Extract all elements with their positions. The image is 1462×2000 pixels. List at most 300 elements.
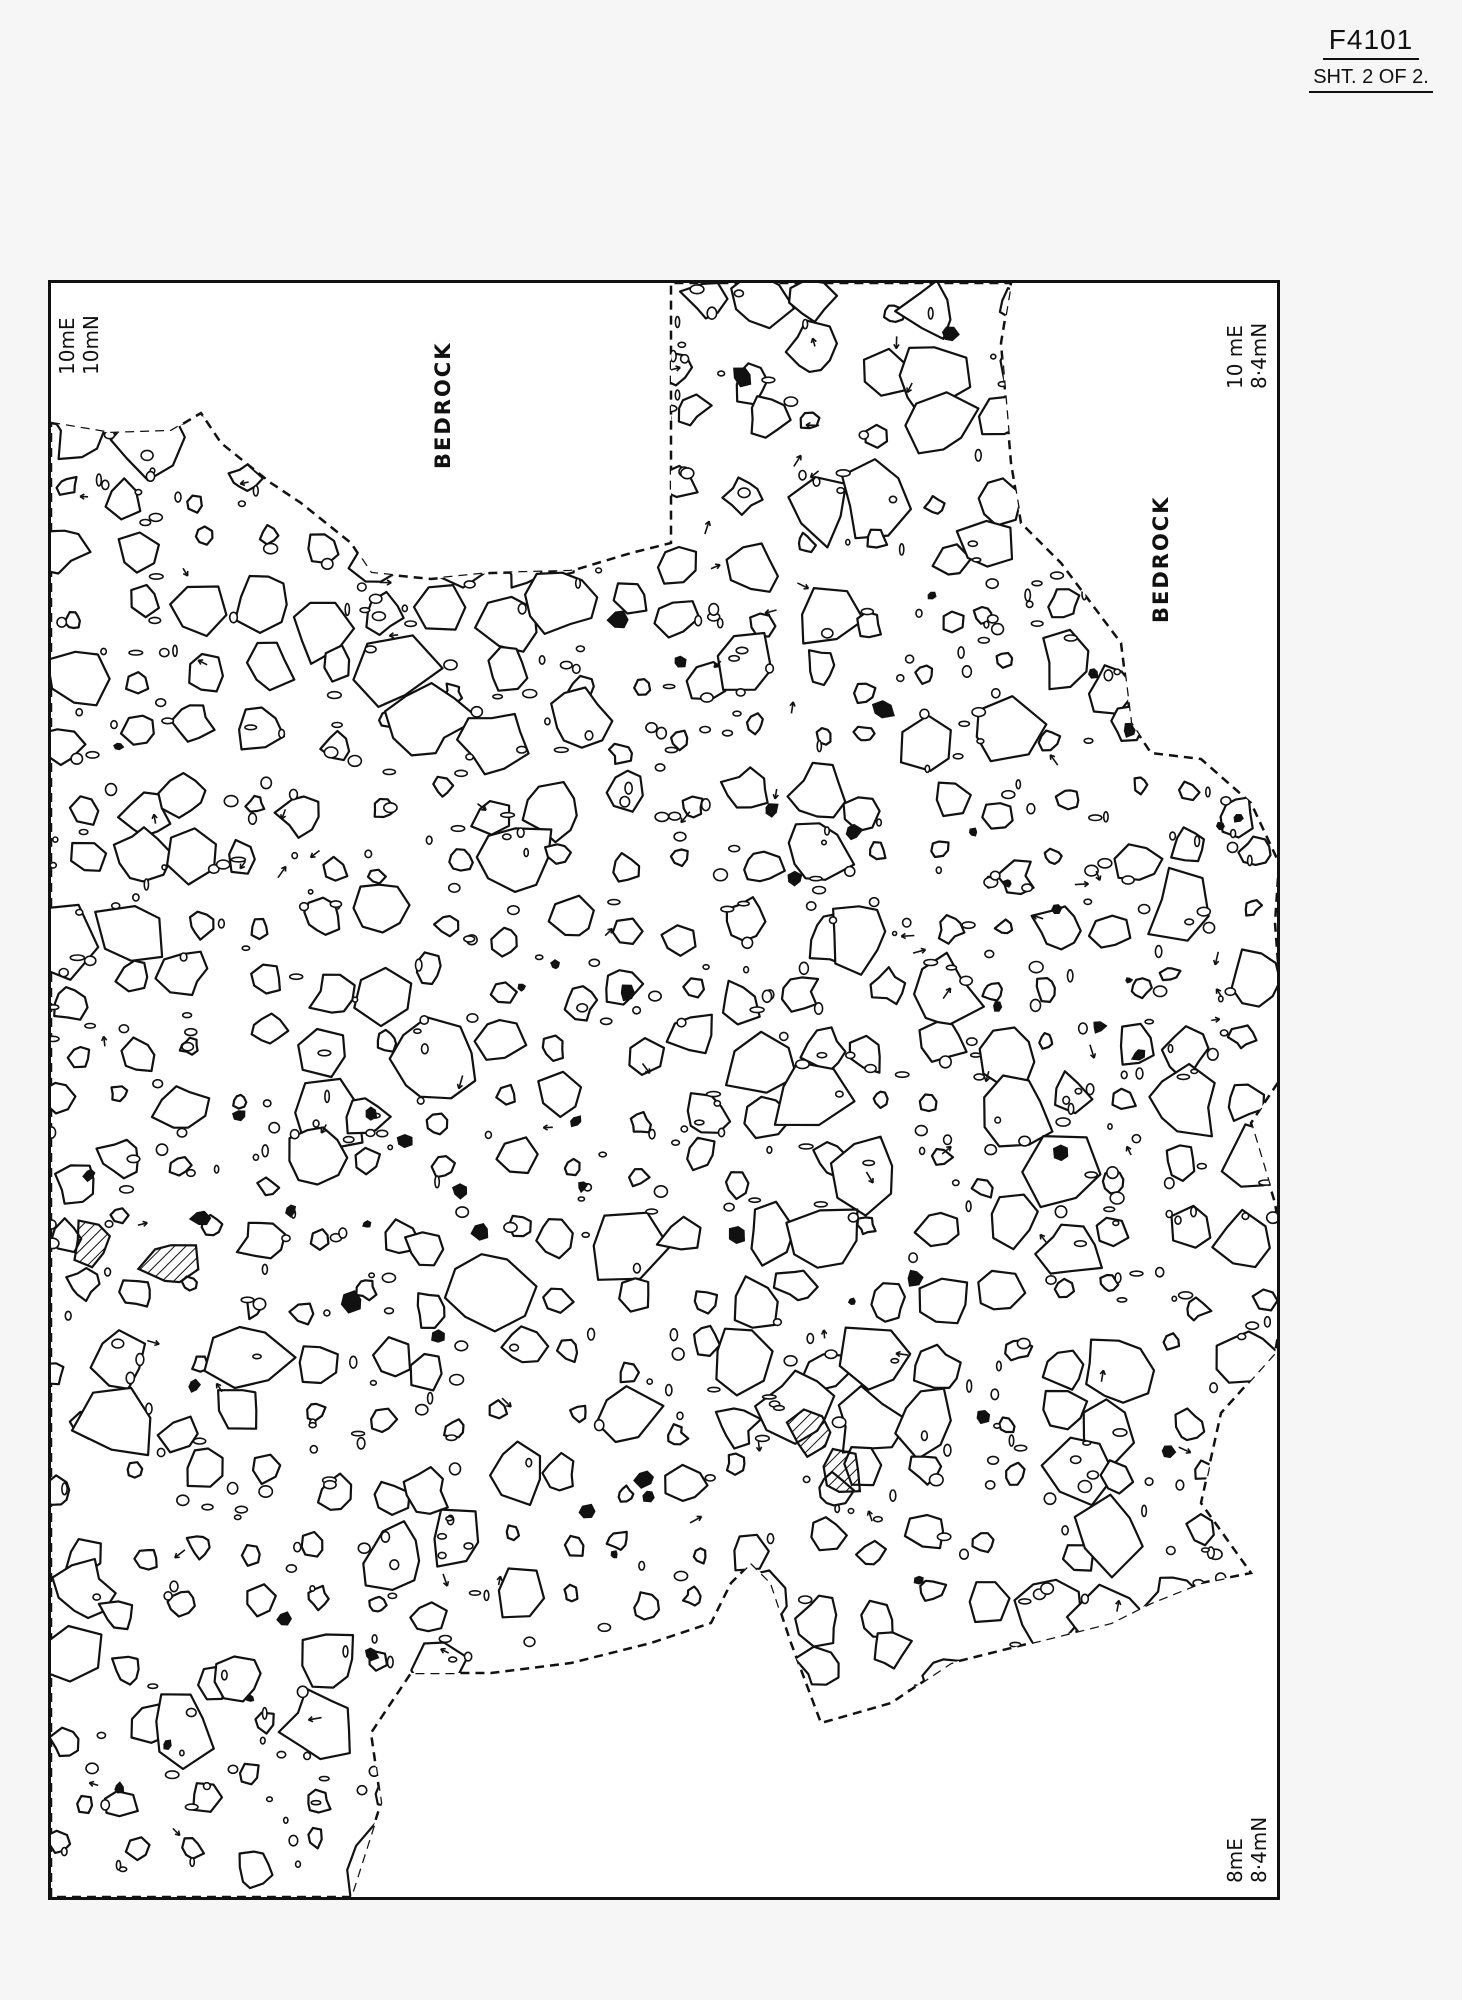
pebble	[304, 1752, 311, 1759]
pebble	[366, 1130, 375, 1137]
stone	[1213, 1702, 1245, 1732]
stone	[1086, 1340, 1154, 1403]
dark-inclusion	[188, 1379, 201, 1393]
stone	[875, 1632, 912, 1668]
pebble	[654, 1186, 667, 1197]
pebble	[744, 967, 749, 973]
pebble	[105, 1268, 111, 1276]
pebble	[1167, 1547, 1176, 1555]
stone	[1253, 1290, 1277, 1311]
pebble	[585, 731, 593, 740]
stone	[1246, 676, 1277, 713]
pebble	[162, 865, 166, 870]
pebble	[180, 953, 187, 961]
pebble	[997, 1361, 1002, 1370]
pebble	[253, 1354, 261, 1358]
pebble	[1075, 1241, 1087, 1247]
pebble	[144, 879, 148, 890]
pebble	[513, 1862, 523, 1871]
pebble	[383, 769, 395, 774]
dark-inclusion	[761, 1631, 778, 1647]
pebble	[729, 846, 740, 852]
stone	[309, 975, 354, 1013]
dark-inclusion	[942, 327, 960, 342]
dark-inclusion	[189, 1211, 212, 1225]
orientation-arrow	[1216, 989, 1220, 996]
pebble	[375, 336, 380, 343]
stone	[1086, 293, 1130, 352]
pebble	[1219, 996, 1223, 1002]
pebble	[231, 857, 245, 862]
pebble	[753, 1773, 764, 1783]
pebble	[446, 1435, 457, 1440]
pebble	[1015, 1445, 1027, 1451]
pebble	[290, 1130, 299, 1139]
pebble	[1132, 1135, 1140, 1143]
stone	[1095, 1645, 1165, 1713]
pebble	[1203, 1586, 1212, 1595]
pebble	[129, 650, 143, 655]
stone	[324, 414, 341, 430]
pebble	[1265, 1117, 1274, 1126]
pebble	[903, 918, 911, 927]
stone	[188, 1449, 223, 1487]
stone	[982, 803, 1012, 828]
stone	[128, 1462, 143, 1477]
pebble	[597, 1690, 607, 1696]
pebble	[85, 956, 96, 965]
pebble	[300, 903, 309, 911]
pebble	[187, 1170, 195, 1177]
stone	[205, 1327, 296, 1388]
dark-inclusion	[717, 1648, 739, 1663]
pebble	[767, 1147, 772, 1154]
pebble	[202, 1504, 213, 1510]
stone	[189, 654, 223, 691]
stone	[1001, 348, 1040, 388]
pebble	[324, 747, 337, 758]
dark-inclusion	[969, 828, 977, 837]
stone	[871, 967, 906, 1004]
pebble	[526, 1459, 532, 1467]
pebble	[1249, 1777, 1260, 1782]
pebble	[1260, 1500, 1269, 1508]
pebble	[923, 1773, 927, 1782]
pebble	[1122, 876, 1134, 884]
stone	[531, 1759, 615, 1830]
stone	[1043, 1391, 1087, 1429]
pebble	[625, 782, 632, 794]
stone	[308, 534, 338, 563]
stone	[1188, 1713, 1210, 1734]
pebble	[991, 354, 996, 359]
stone	[300, 1346, 338, 1383]
pebble	[1002, 791, 1015, 799]
pebble	[736, 689, 745, 696]
pebble	[588, 461, 595, 471]
pebble	[960, 1549, 969, 1559]
pebble	[318, 1050, 331, 1056]
pebble	[471, 707, 482, 717]
stone	[545, 844, 571, 864]
pebble	[910, 1787, 918, 1791]
pebble	[539, 656, 544, 664]
pebble	[385, 1308, 394, 1314]
stone	[905, 1515, 943, 1548]
pebble	[646, 1209, 658, 1214]
pebble	[582, 1233, 589, 1238]
stone	[854, 684, 875, 703]
stone	[915, 666, 932, 684]
stone	[171, 705, 214, 741]
pebble	[620, 797, 630, 807]
stone	[744, 852, 785, 882]
stone	[1179, 782, 1199, 801]
orientation-arrow	[797, 583, 808, 589]
pebble	[1063, 1096, 1070, 1104]
pebble	[51, 1220, 56, 1229]
pebble	[1172, 1296, 1176, 1301]
stone	[477, 828, 552, 892]
stone	[494, 406, 510, 423]
pebble	[1145, 1020, 1153, 1024]
stone	[114, 827, 173, 881]
pebble	[1055, 1206, 1066, 1218]
orientation-arrow	[908, 1685, 919, 1690]
pebble	[1113, 1221, 1119, 1226]
orientation-arrow	[278, 867, 286, 878]
stone	[1175, 1649, 1216, 1677]
stone	[809, 650, 834, 685]
pebble	[105, 1221, 113, 1228]
stone	[1195, 703, 1268, 777]
stone	[920, 1279, 968, 1324]
stone	[962, 1651, 1048, 1710]
pebble	[153, 1080, 163, 1088]
pebble	[455, 1341, 468, 1351]
stone	[1006, 1463, 1024, 1485]
orientation-arrow	[1075, 882, 1089, 887]
pebble	[797, 1794, 803, 1805]
pebble	[1093, 381, 1102, 393]
pebble	[984, 621, 989, 628]
pebble	[1242, 1213, 1249, 1219]
stone	[924, 496, 944, 514]
stone	[679, 395, 712, 426]
pebble	[112, 1339, 124, 1348]
dark-inclusion	[518, 984, 527, 992]
dark-inclusion	[431, 1329, 445, 1342]
pebble	[57, 618, 66, 628]
pebble	[417, 1098, 424, 1105]
orientation-arrow	[147, 1340, 159, 1345]
pebble	[613, 518, 617, 525]
pebble	[405, 621, 416, 626]
pebble	[908, 1715, 915, 1721]
stone	[895, 1389, 951, 1459]
pebble	[1179, 1292, 1193, 1299]
stone	[369, 1597, 386, 1612]
pebble	[360, 608, 370, 613]
drawing-code: F4101	[1323, 24, 1419, 60]
pebble	[1269, 1465, 1277, 1474]
pebble	[464, 936, 475, 942]
pebble	[285, 442, 296, 447]
pebble	[217, 860, 230, 869]
pebble	[877, 819, 882, 826]
pebble	[780, 1032, 788, 1040]
stone	[856, 1541, 886, 1564]
stone	[158, 1417, 198, 1453]
pebble	[146, 1403, 152, 1414]
pebble	[922, 1431, 928, 1440]
orientation-arrow	[175, 1550, 185, 1558]
pebble	[182, 1043, 193, 1051]
stone	[106, 478, 141, 519]
pebble	[268, 366, 279, 376]
stone	[543, 1036, 563, 1061]
stone	[979, 397, 1021, 434]
stone	[914, 1345, 961, 1388]
dark-inclusion	[1085, 1769, 1096, 1781]
pebble	[1022, 884, 1032, 891]
pebble	[284, 1817, 288, 1823]
pebble	[723, 730, 733, 736]
stone	[169, 409, 184, 426]
stone	[237, 1223, 285, 1259]
pebble	[803, 1476, 809, 1482]
pebble	[1031, 621, 1043, 626]
stone	[187, 1536, 210, 1559]
pebble	[322, 559, 333, 570]
pebble	[767, 1534, 773, 1544]
stone	[356, 1148, 380, 1174]
pebble	[876, 1807, 890, 1816]
pebble	[714, 869, 728, 881]
stone	[1236, 1572, 1277, 1656]
pebble	[677, 1018, 686, 1026]
pebble	[1197, 907, 1210, 916]
orientation-arrow	[705, 521, 710, 534]
pebble	[561, 661, 573, 668]
pebble	[365, 646, 376, 653]
pebble	[1202, 1548, 1210, 1552]
stone	[990, 1704, 1026, 1739]
pebble	[807, 902, 816, 910]
pebble	[382, 293, 394, 298]
stone	[1187, 1298, 1211, 1321]
stone	[190, 912, 213, 940]
stone	[726, 1172, 748, 1199]
stone	[565, 1536, 584, 1556]
pebble	[578, 1197, 584, 1201]
stone	[51, 1626, 101, 1682]
stone	[774, 1271, 818, 1301]
orientation-arrow	[1040, 1234, 1046, 1242]
stone	[741, 1706, 764, 1730]
pebble	[1085, 865, 1098, 876]
pebble	[1062, 1526, 1068, 1535]
pebble	[438, 1534, 447, 1539]
stone	[116, 961, 148, 992]
stone	[629, 1169, 650, 1186]
pebble	[1267, 1212, 1277, 1223]
pebble	[1206, 787, 1210, 797]
stone	[1167, 1145, 1194, 1181]
dark-inclusion	[653, 435, 670, 451]
pebble	[187, 1708, 197, 1716]
pebble	[973, 558, 981, 562]
stone	[863, 1709, 924, 1773]
stone	[491, 928, 516, 957]
pebble	[235, 1515, 241, 1519]
stone	[1212, 1210, 1270, 1267]
pebble	[1175, 1216, 1181, 1224]
pebble	[428, 1393, 433, 1404]
pebble	[264, 1100, 271, 1107]
stone	[424, 518, 484, 588]
stone	[550, 554, 573, 575]
pebble	[836, 470, 850, 477]
stone	[242, 1545, 260, 1566]
stone	[490, 1442, 540, 1505]
pebble	[595, 1420, 604, 1431]
pebble	[601, 1018, 612, 1024]
pebble	[1104, 670, 1112, 681]
stone	[116, 351, 159, 401]
pebble	[470, 1591, 481, 1595]
dark-inclusion	[977, 1410, 991, 1424]
stone	[1039, 1033, 1052, 1049]
orientation-arrow	[1251, 1739, 1258, 1746]
orientation-arrow	[765, 610, 776, 615]
pebble	[674, 832, 686, 841]
pebble	[228, 1483, 238, 1494]
stone	[57, 477, 77, 495]
stone	[111, 1208, 129, 1223]
stone	[937, 783, 971, 816]
orientation-arrow	[381, 350, 391, 355]
pebble	[157, 1448, 164, 1456]
stone	[1155, 661, 1196, 687]
pebble	[371, 1381, 377, 1386]
pebble	[1210, 1383, 1217, 1393]
pebble	[51, 863, 56, 868]
pebble	[639, 1562, 645, 1571]
pebble	[358, 1543, 370, 1553]
pebble	[332, 723, 342, 728]
pebble	[1092, 1783, 1103, 1793]
pebble	[450, 1375, 464, 1385]
corner-label-top-left	[55, 315, 103, 375]
stone	[970, 1582, 1010, 1622]
pebble	[190, 1858, 194, 1867]
stone	[1177, 624, 1189, 637]
pebble	[825, 827, 830, 835]
stone	[1256, 1656, 1277, 1676]
pebble	[1140, 1832, 1151, 1843]
pebble	[596, 568, 602, 573]
stone	[607, 1532, 627, 1550]
stone	[1200, 403, 1264, 468]
orientation-arrow	[1126, 1146, 1131, 1155]
stone	[786, 1210, 857, 1268]
stone	[247, 1584, 275, 1616]
stone	[1035, 1225, 1102, 1274]
stone	[405, 1232, 443, 1265]
pebble	[868, 1892, 876, 1896]
pebble	[608, 900, 620, 905]
stone	[1089, 916, 1130, 948]
pebble	[396, 462, 410, 469]
pebble	[677, 1412, 683, 1419]
pebble	[944, 1135, 952, 1144]
dark-inclusion	[606, 611, 628, 629]
dark-inclusion	[1066, 1652, 1086, 1671]
pebble	[1053, 1706, 1066, 1715]
orientation-arrow	[1007, 1706, 1016, 1711]
stone	[99, 1601, 132, 1629]
pebble	[930, 1474, 944, 1486]
pebble	[1104, 1207, 1115, 1211]
pebble	[86, 1763, 98, 1773]
pebble	[560, 320, 566, 326]
pebble	[670, 1329, 677, 1341]
pebble	[681, 468, 694, 479]
pebble	[562, 549, 576, 558]
stone	[613, 1839, 657, 1880]
stone	[539, 459, 588, 503]
stone	[169, 341, 228, 417]
dark-inclusion	[276, 1611, 292, 1625]
pebble	[672, 1140, 680, 1145]
pebble	[1016, 780, 1020, 789]
pebble	[924, 960, 938, 966]
pebble	[665, 747, 677, 752]
pebble	[308, 890, 312, 894]
pebble	[325, 1090, 329, 1102]
stone	[470, 318, 534, 384]
pebble	[1051, 572, 1064, 579]
stone	[51, 1728, 78, 1756]
stone	[920, 1095, 937, 1112]
pebble	[962, 666, 971, 677]
pebble	[668, 1787, 681, 1793]
pebble	[721, 906, 734, 912]
pebble	[1168, 1045, 1172, 1053]
pebble	[436, 283, 447, 289]
stone	[235, 576, 286, 633]
pebble	[1079, 1023, 1088, 1034]
pebble	[1268, 1363, 1275, 1368]
stone	[785, 1721, 808, 1738]
pebble	[1203, 922, 1214, 933]
pebble	[577, 1004, 588, 1012]
stone	[532, 340, 575, 375]
pebble	[261, 1737, 266, 1744]
pebble	[1218, 576, 1223, 583]
pebble	[520, 1833, 526, 1842]
pebble	[598, 1624, 610, 1632]
pebble	[649, 991, 661, 1001]
stone	[683, 1587, 701, 1606]
orientation-arrow	[1179, 1447, 1191, 1453]
stone	[999, 1418, 1014, 1433]
pebble	[582, 296, 594, 306]
pebble	[774, 1319, 782, 1326]
pebble	[416, 959, 422, 971]
pebble	[517, 828, 524, 837]
